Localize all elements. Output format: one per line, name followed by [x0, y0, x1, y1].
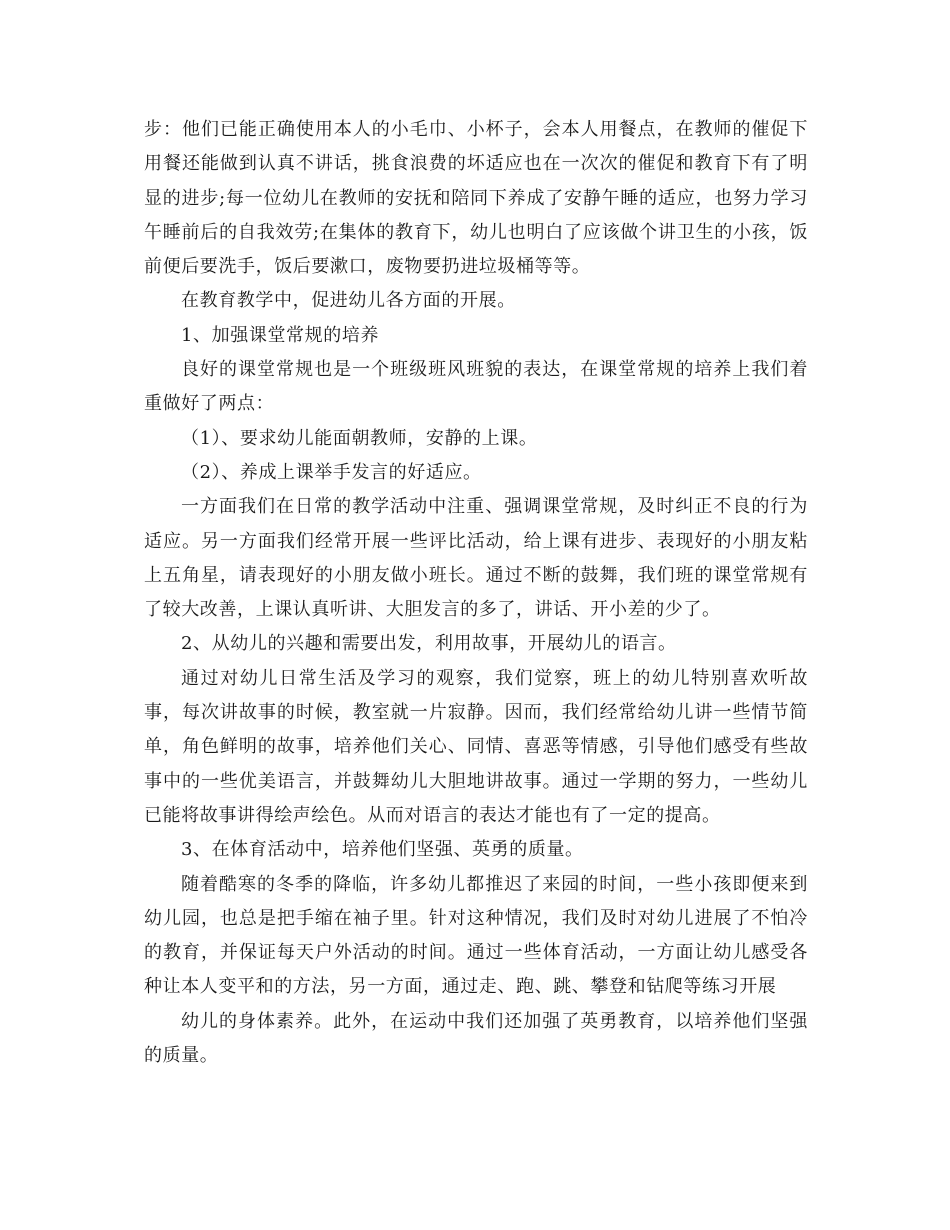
list-item-2: （2）、养成上课举手发言的好适应。: [181, 461, 482, 483]
list-item-1: （1）、要求幼儿能面朝教师，安静的上课。: [181, 427, 538, 449]
heading-classroom-routine: 1、加强课堂常规的培养: [181, 324, 380, 346]
paragraph-section-intro: 在教育教学中，促进幼儿各方面的开展。: [181, 290, 516, 312]
paragraph-continuation: 步：他们已能正确使用本人的小毛巾、小杯子，会本人用餐点，在教师的催促下用餐还能做到认真不讲话，挑食浪费的坏适应也在一次次的催促和教育下有了明显的进步;每一位幼儿在教师的安抚和陪同下养成了安静午睡的适应，也努力学习午睡前后的自我效劳;在集体的教育下，幼儿也明白了应该做个讲卫生的小孩，饭前便后要洗手，饭后要漱口，废物要扔进垃圾桶等等。: [144, 119, 808, 278]
heading-physical-activity: 3、在体育活动中，培养他们坚强、英勇的质量。: [181, 839, 584, 861]
document-body: [144, 113, 808, 1073]
paragraph-physical-activity-cont: 幼儿的身体素养。此外，在运动中我们还加强了英勇教育，以培养他们坚强的质量。: [144, 1010, 808, 1067]
paragraph-language-development: 通过对幼儿日常生活及学习的观察，我们觉察，班上的幼儿特别喜欢听故事，每次讲故事的时候，教室就一片寂静。因而，我们经常给幼儿讲一些情节简单，角色鲜明的故事，培养他们关心、同情、喜恶等情感，引导他们感受有些故事中的一些优美语言，并鼓舞幼儿大胆地讲故事。通过一学期的努力，一些幼儿已能将故事讲得绘声绘色。从而对语言的表达才能也有了一定的提高。: [144, 667, 808, 826]
paragraph-physical-activity: 随着酷寒的冬季的降临，许多幼儿都推迟了来园的时间，一些小孩即便来到幼儿园，也总是把手缩在袖子里。针对这种情况，我们及时对幼儿进展了不怕冷的教育，并保证每天户外活动的时间。通过一些体育活动，一方面让幼儿感受各种让本人变平和的方法，另一方面，通过走、跑、跳、攀登和钻爬等练习开展: [144, 873, 808, 998]
heading-language-development: 2、从幼儿的兴趣和需要出发，利用故事，开展幼儿的语言。: [181, 633, 677, 655]
paragraph-routine-measures: 一方面我们在日常的教学活动中注重、强调课堂常规，及时纠正不良的行为适应。另一方面我们经常开展一些评比活动，给上课有进步、表现好的小朋友粘上五角星，请表现好的小朋友做小班长。通过不断的鼓舞，我们班的课堂常规有了较大改善，上课认真听讲、大胆发言的多了，讲话、开小差的少了。: [144, 496, 808, 621]
paragraph-classroom-routine: 良好的课堂常规也是一个班级班风班貌的表达，在课堂常规的培养上我们着重做好了两点：: [144, 359, 808, 415]
